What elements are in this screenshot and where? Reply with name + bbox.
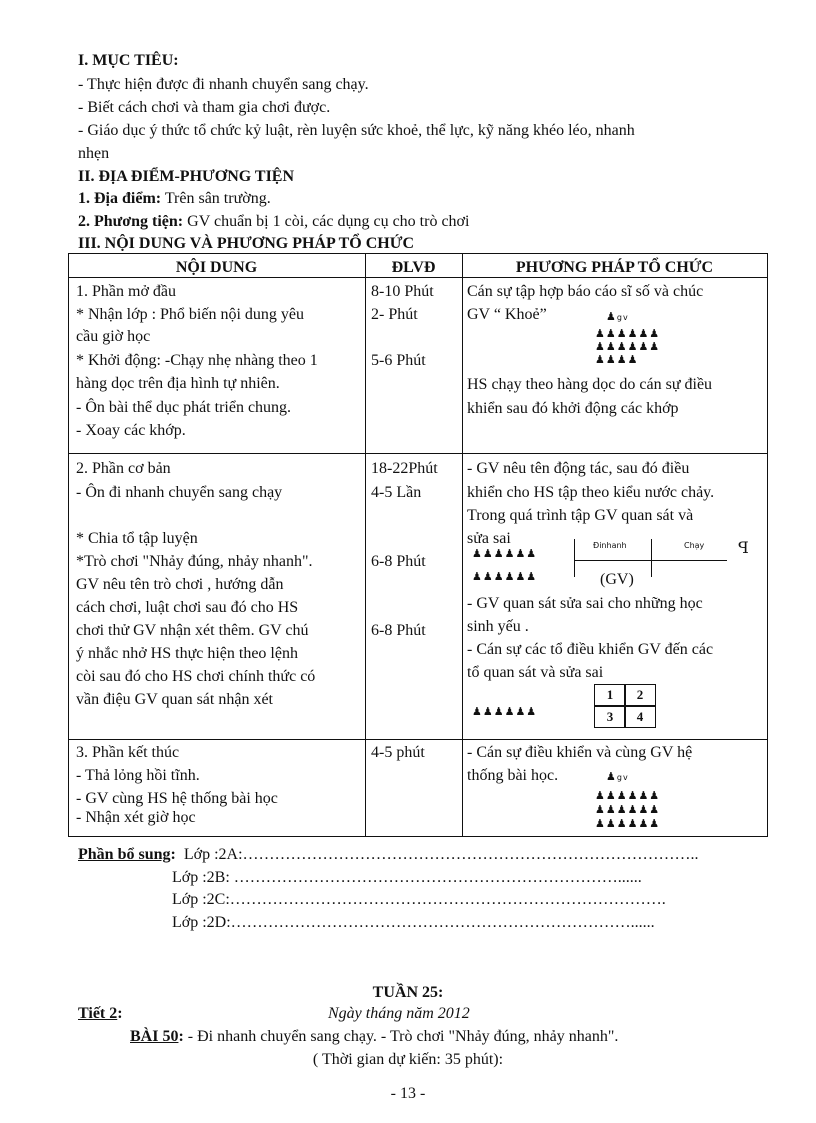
place-label: 1. Địa điểm: [78, 190, 162, 207]
bai-label: BÀI 50 [130, 1028, 179, 1045]
row2-method: tổ quan sát và sửa sai [467, 664, 604, 681]
section3-heading: III. NỘI DUNG VÀ PHƯƠNG PHÁP TỔ CHỨC [78, 235, 415, 252]
teacher-icon: ♟ [606, 770, 617, 783]
row2-time: 6-8 Phút [371, 622, 426, 639]
duration-line: ( Thời gian dự kiến: 35 phút): [312, 1051, 504, 1068]
row2-content: 2. Phần cơ bản [76, 460, 171, 477]
section1-item: - Thực hiện được đi nhanh chuyển sang chạy. [78, 76, 369, 93]
place-value: Trên sân trường. [161, 190, 271, 207]
supplement-label: Phần bổ sung [78, 846, 171, 863]
row2-method: - Cán sự các tổ điều khiển GV đến các [467, 641, 714, 658]
row3-time: 4-5 phút [371, 744, 425, 761]
tools-value: GV chuẩn bị 1 còi, các dụng cụ cho trò chơi [183, 213, 470, 230]
row2-method: - GV nêu tên động tác, sau đó điều [467, 460, 690, 477]
row1-time: 8-10 Phút [371, 283, 434, 300]
group-cell: 2 [624, 684, 656, 706]
row2-content: GV nêu tên trò chơi , hướng dẫn [76, 576, 284, 593]
row2-content: cách chơi, luật chơi sau đó cho HS [76, 599, 299, 616]
student-row: ♟♟♟♟♟♟ [472, 705, 538, 718]
lesson-title: BÀI 50: - Đi nhanh chuyển sang chạy. - Trò chơi "Nhảy đúng, nhảy nhanh". [130, 1028, 619, 1045]
row2-method: sinh yếu . [467, 618, 529, 635]
finish-mark: ꟼ [738, 540, 749, 557]
bai-text: - Đi nhanh chuyển sang chạy. - Trò chơi "Nhảy đúng, nhảy nhanh". [183, 1028, 619, 1045]
section1-item: - Giáo dục ý thức tổ chức kỷ luật, rèn luyện sức khoẻ, thể lực, kỹ năng khéo léo, nhanh [78, 122, 635, 139]
group-cell: 1 [594, 684, 626, 706]
row3-content: - Thả lỏng hồi tĩnh. [76, 767, 200, 784]
row1-method: khiển sau đó khởi động các khớp [467, 400, 679, 417]
row2-time: 18-22Phút [371, 460, 438, 477]
student-row: ♟♟♟♟♟♟ [595, 803, 661, 816]
row1-time: 2- Phút [371, 306, 418, 323]
header-dlvd: ĐLVĐ [391, 259, 436, 276]
row3-content: - Nhận xét giờ học [76, 809, 196, 826]
row1-method: GV “ Khoẻ” [467, 306, 547, 323]
teacher-figure: ♟gv [606, 770, 629, 783]
row1-method: Cán sự tập hợp báo cáo sĩ số và chúc [467, 283, 704, 300]
student-row: ♟♟♟♟♟♟ [595, 817, 661, 830]
row1-content: * Nhận lớp : Phổ biến nội dung yêu [76, 306, 304, 323]
row3-method: thống bài học. [467, 767, 559, 784]
row1-content: cầu giờ học [76, 328, 151, 345]
class-2c-line: Lớp :2C:………………………………………………………………………. [172, 891, 666, 908]
gv-label: (GV) [600, 571, 634, 588]
student-row: ♟♟♟♟♟♟ [472, 547, 538, 560]
tools-label: 2. Phương tiện: [78, 213, 184, 230]
student-row: ♟♟♟♟ [595, 353, 639, 366]
date-line: Ngày tháng năm 2012 [328, 1005, 470, 1022]
place-line [78, 188, 271, 210]
row2-content: ý nhắc nhở HS thực hiện theo lệnh [76, 645, 298, 662]
student-row: ♟♟♟♟♟♟ [595, 340, 661, 353]
section1-item: nhẹn [78, 145, 110, 162]
row1-method: HS chạy theo hàng dọc do cán sự điều [467, 376, 713, 393]
row1-time: 5-6 Phút [371, 352, 426, 369]
row1-content: - Ôn bài thể dục phát triển chung. [76, 399, 292, 416]
run-label: Chạy [684, 541, 705, 550]
row3-method: - Cán sự điều khiển và cùng GV hệ [467, 744, 693, 761]
student-row: ♟♟♟♟♟♟ [595, 327, 661, 340]
row2-method: - GV quan sát sửa sai cho những học [467, 595, 703, 612]
row2-time: 4-5 Lần [371, 484, 422, 501]
walk-label: Đinhanh [593, 541, 627, 550]
teacher-figure: ♟gv [606, 310, 629, 323]
row2-content: - Ôn đi nhanh chuyển sang chạy [76, 484, 283, 501]
teacher-icon: ♟ [606, 310, 617, 323]
row2-method: Trong quá trình tập GV quan sát và [467, 507, 694, 524]
lesson-table [68, 253, 768, 837]
section1-heading: I. MỤC TIÊU: [78, 52, 179, 69]
week-title: TUẦN 25: [372, 984, 444, 1001]
row2-content: chơi thử GV nhận xét thêm. GV chú [76, 622, 309, 639]
row1-content: - Xoay các khớp. [76, 422, 186, 439]
row2-content: *Trò chơi "Nhảy đúng, nhảy nhanh". [76, 553, 313, 570]
header-method: PHƯƠNG PHÁP TỔ CHỨC [515, 259, 714, 276]
class-2d-line: Lớp :2D:…………………………………………………………………...... [172, 914, 655, 931]
row2-time: 6-8 Phút [371, 553, 426, 570]
supplement-line: Phần bổ sung: Lớp :2A:………………………………………………………………………….. [78, 846, 699, 863]
section2-heading: II. ĐỊA ĐIỂM-PHƯƠNG TIỆN [78, 168, 295, 185]
row2-content: còi sau đó cho HS chơi chính thức có [76, 668, 316, 685]
row1-content: * Khởi động: -Chạy nhẹ nhàng theo 1 [76, 352, 318, 369]
tools-line [78, 211, 469, 233]
lesson-label: Tiết 2 [78, 1005, 118, 1022]
student-row: ♟♟♟♟♟♟ [472, 570, 538, 583]
student-row: ♟♟♟♟♟♟ [595, 789, 661, 802]
row2-content: * Chia tổ tập luyện [76, 530, 198, 547]
class-2b-line: Lớp :2B: ………………………………………………………………...... [172, 869, 642, 886]
row3-content: 3. Phần kết thúc [76, 744, 180, 761]
row3-content: - GV cùng HS hệ thống bài học [76, 790, 278, 807]
section1-item: - Biết cách chơi và tham gia chơi được. [78, 99, 331, 116]
row2-method: khiển cho HS tập theo kiểu nước chảy. [467, 484, 715, 501]
page-number: - 13 - [390, 1085, 426, 1102]
class-2a-line: Lớp :2A:………………………………………………………………………….. [183, 846, 699, 863]
row1-content: 1. Phần mở đầu [76, 283, 177, 300]
header-content: NỘI DUNG [175, 259, 258, 276]
row1-content: hàng dọc trên địa hình tự nhiên. [76, 375, 280, 392]
row2-content: vần điệu GV quan sát nhận xét [76, 691, 273, 708]
group-cell: 3 [594, 706, 626, 728]
row2-method: sửa sai [467, 530, 511, 547]
group-cell: 4 [624, 706, 656, 728]
lesson-line: Tiết 2: [78, 1005, 123, 1022]
